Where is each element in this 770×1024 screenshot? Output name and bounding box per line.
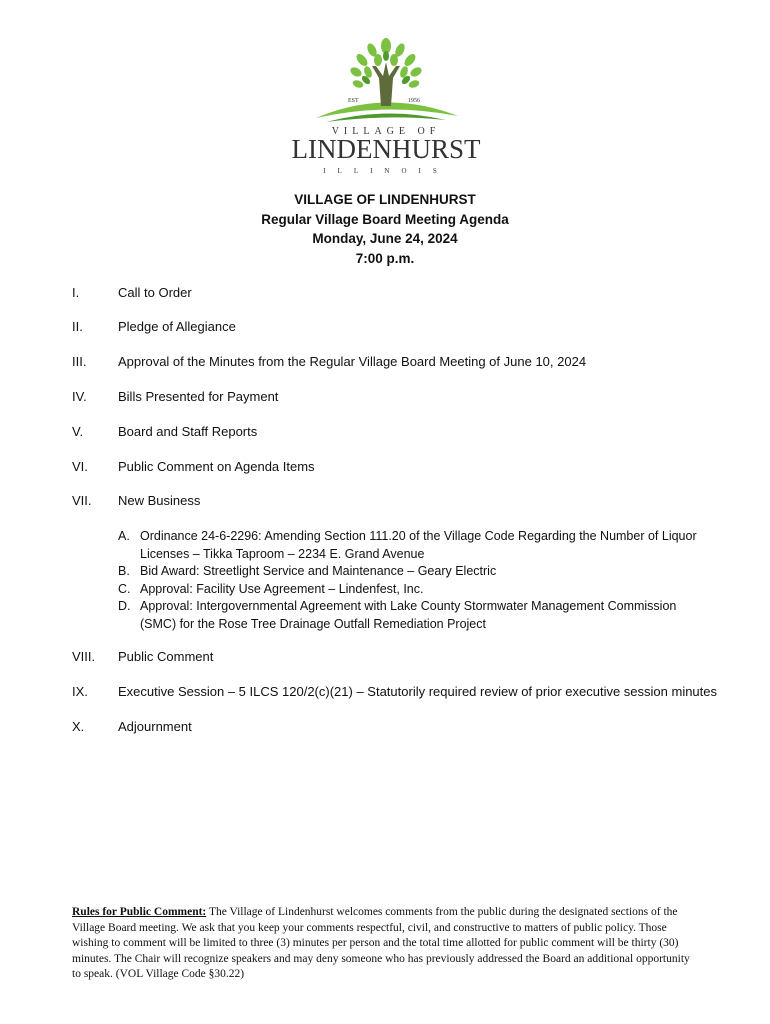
agenda-item-number: II. (72, 319, 83, 334)
agenda-item (72, 458, 752, 476)
agenda-item (72, 423, 752, 441)
new-business-letter: A. (118, 529, 130, 543)
agenda-item-number: VI. (72, 459, 88, 474)
new-business-item (118, 563, 718, 581)
rules-lead: Rules for Public Comment: (72, 906, 207, 918)
new-business-letter: D. (118, 599, 131, 613)
agenda-item (72, 353, 752, 371)
agenda-item-number: V. (72, 424, 84, 439)
tree-logo-graphic (286, 36, 486, 178)
agenda-item (72, 718, 752, 736)
new-business-letter: C. (118, 581, 131, 596)
agenda-item-text: Approval of the Minutes from the Regular Village Board Meeting of June 10, 2024 (118, 354, 587, 369)
agenda-item-text: Bills Presented for Payment (118, 389, 279, 404)
agenda-item (72, 284, 752, 302)
heading-time: 7:00 p.m. (355, 250, 415, 266)
agenda-item-number: III. (72, 354, 87, 369)
new-business-letter: B. (118, 564, 130, 578)
new-business-item (118, 581, 718, 599)
agenda-item-text: Public Comment (118, 649, 214, 664)
heading-village: VILLAGE OF LINDENHURST (294, 192, 476, 207)
agenda-item-text: Public Comment on Agenda Items (118, 459, 315, 474)
agenda-item-text: Call to Order (118, 285, 192, 300)
heading-meeting-type: Regular Village Board Meeting Agenda (261, 211, 509, 227)
logo-est-right: 1956 (408, 98, 420, 104)
new-business-text: Approval: Facility Use Agreement – Lindenfest, Inc. (140, 581, 424, 596)
agenda-item (72, 492, 752, 510)
new-business-text: Bid Award: Streetlight Service and Maintenance – Geary Electric (140, 564, 497, 578)
agenda-item-text: Executive Session – 5 ILCS 120/2(c)(21) – Statutorily required review of prior executive session minutes (118, 684, 718, 699)
new-business-text-cont: Licenses – Tikka Taproom – 2234 E. Grand Avenue (140, 546, 425, 561)
new-business-item (118, 528, 718, 563)
heading-date: Monday, June 24, 2024 (312, 231, 458, 246)
agenda-item-number: IV. (72, 389, 87, 404)
new-business-list (118, 528, 718, 633)
agenda-item-text: Pledge of Allegiance (118, 319, 236, 334)
agenda-item-number: X. (72, 719, 85, 734)
public-comment-rules (72, 905, 700, 983)
agenda-item-number: IX. (72, 684, 88, 699)
logo-top-text: VILLAGE OF (331, 126, 441, 137)
agenda-item-number: I. (72, 285, 80, 300)
agenda-item-text: New Business (118, 493, 201, 508)
agenda-item-text: Board and Staff Reports (118, 424, 258, 439)
logo-main-text: LINDENHURST (291, 134, 481, 164)
agenda-heading (0, 190, 770, 268)
agenda-item (72, 388, 752, 406)
logo-bottom-text: ILLINOIS (323, 167, 449, 175)
agenda-item-text: Adjournment (118, 719, 192, 734)
logo-est-left: EST (348, 98, 359, 104)
new-business-text: Ordinance 24-6-2296: Amending Section 111.20 of the Village Code Regarding the Number of Liquor (140, 529, 697, 543)
village-logo (286, 36, 486, 178)
agenda-item (72, 318, 752, 336)
agenda-item (72, 648, 752, 666)
new-business-text: Approval: Intergovernmental Agreement with Lake County Stormwater Management Commission (140, 599, 677, 613)
new-business-text-cont: (SMC) for the Rose Tree Drainage Outfall Remediation Project (140, 616, 486, 631)
agenda-item (72, 683, 752, 701)
agenda-item-number: VIII. (72, 649, 96, 664)
new-business-item (118, 598, 718, 633)
agenda-item-number: VII. (72, 493, 92, 508)
rules-body: The Village of Lindenhurst welcomes comments from the public during the designated sections of the Village Board meeting. We ask that you keep your comments respectful, civil, and constructive to matters of public policy. Those wishing to comment will be limited to three (3) minutes per person and the total time allotted for public comment will be thirty (30) minutes. The Chair will recognize speakers and may deny someone who has previously addressed the Board an additional opportunity to speak. (VOL Village Code §30.22) (72, 906, 690, 980)
